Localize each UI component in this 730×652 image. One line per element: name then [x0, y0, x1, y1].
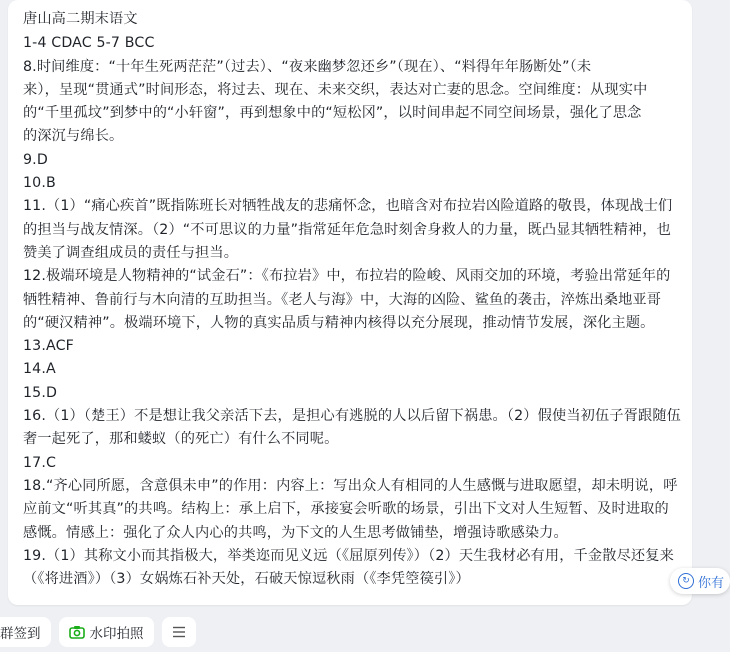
message-line: 10.B — [23, 175, 56, 192]
group-checkin-button[interactable] — [0, 617, 51, 647]
message-line: 18.“齐心同所愿，含意俱未申”的作用：内容上：写出众人有相同的人生感慨与进取愿望，却未明说，呼 — [23, 477, 678, 494]
message-line: 14.A — [23, 361, 56, 378]
message-line: 16.（1）（楚王）不是想让我父亲活下去，是担心有逃脱的人以后留下祸患。（2）假使当初伍子胥跟随伍 — [23, 408, 682, 425]
message-title: 唐山高二期末语文 — [23, 11, 138, 27]
message-line: 1-4 CDAC 5-7 BCC — [23, 35, 155, 52]
message-line: 11.（1）“痛心疾首”既指陈班长对牺牲战友的悲痛怀念，也暗含对布拉岩凶险道路的敬畏，体现战士们 — [23, 198, 673, 215]
watermark-photo-label: 水印拍照 — [89, 626, 144, 642]
message-panel — [8, 0, 692, 605]
message-line: 的“千里孤坟”到梦中的“小轩窗”，再到想象中的“短松冈”，以时间串起不同空间场景，强化了思念 — [23, 105, 642, 122]
message-line: 赞美了调查组成员的责任与担当。 — [23, 244, 239, 261]
message-line: 感慨。情感上：强化了众人内心的共鸣，为下文的人生思考做铺垫，增强诗歌感染力。 — [23, 524, 568, 541]
message-scrollbar[interactable] — [686, 0, 692, 605]
floating-suggestion-bubble[interactable] — [670, 568, 730, 594]
message-line: 9.D — [23, 151, 48, 168]
bottom-toolbar — [0, 612, 721, 652]
message-line: 来），呈现“贯通式”时间形态，将过去、现在、未来交织，表达对亡妻的思念。空间维度：从现实中 — [23, 81, 648, 98]
more-menu-button[interactable] — [162, 617, 196, 647]
message-line: 13.ACF — [23, 338, 74, 355]
refresh-icon: ↻ — [678, 573, 694, 589]
answer-message — [23, 8, 682, 591]
message-line: 19.（1）其称文小而其指极大，举类迩而见义远（《屈原列传》）（2）天生我材必有用，千金散尽还复来 — [23, 547, 674, 564]
group-checkin-label: 群签到 — [0, 626, 41, 642]
message-line: 的“硬汉精神”。极端环境下，人物的真实品质与精神内核得以充分展现，推动情节发展，深化主题。 — [23, 314, 655, 331]
message-line: 8.时间维度：“十年生死两茫茫”（过去）、“夜来幽梦忽还乡”（现在）、“料得年年肠断处”（未 — [23, 58, 592, 75]
menu-icon — [172, 626, 186, 638]
message-line: 17.C — [23, 454, 57, 471]
message-line: 牺牲精神、鲁前行与木向清的互助担当。《老人与海》中，大海的凶险、鲨鱼的袭击，淬炼出桑地亚哥 — [23, 291, 662, 308]
message-line: 12.极端环境是人物精神的“试金石”：《布拉岩》中，布拉岩的险峻、风雨交加的环境，考验出常延年的 — [23, 268, 671, 285]
message-line: 应前文“听其真”的共鸣。结构上：承上启下，承接宴会听歌的场景，引出下文对人生短暂、及时进取的 — [23, 501, 669, 518]
message-line: 的深沉与绵长。 — [23, 128, 124, 145]
camera-icon — [69, 625, 85, 639]
message-line: 奢一起死了，那和蝼蚁（的死亡）有什么不同呢。 — [23, 431, 339, 448]
message-line: （《将进酒》）（3）女娲炼石补天处，石破天惊逗秋雨（《李凭箜篌引》） — [23, 571, 470, 588]
floating-bubble-label: 你有 — [698, 575, 725, 591]
message-line: 的担当与战友情深。（2）“不可思议的力量”指常延年危急时刻舍身救人的力量，既凸显其牺牲精神，也 — [23, 221, 671, 238]
watermark-photo-button[interactable] — [59, 617, 154, 647]
message-line: 15.D — [23, 384, 58, 401]
